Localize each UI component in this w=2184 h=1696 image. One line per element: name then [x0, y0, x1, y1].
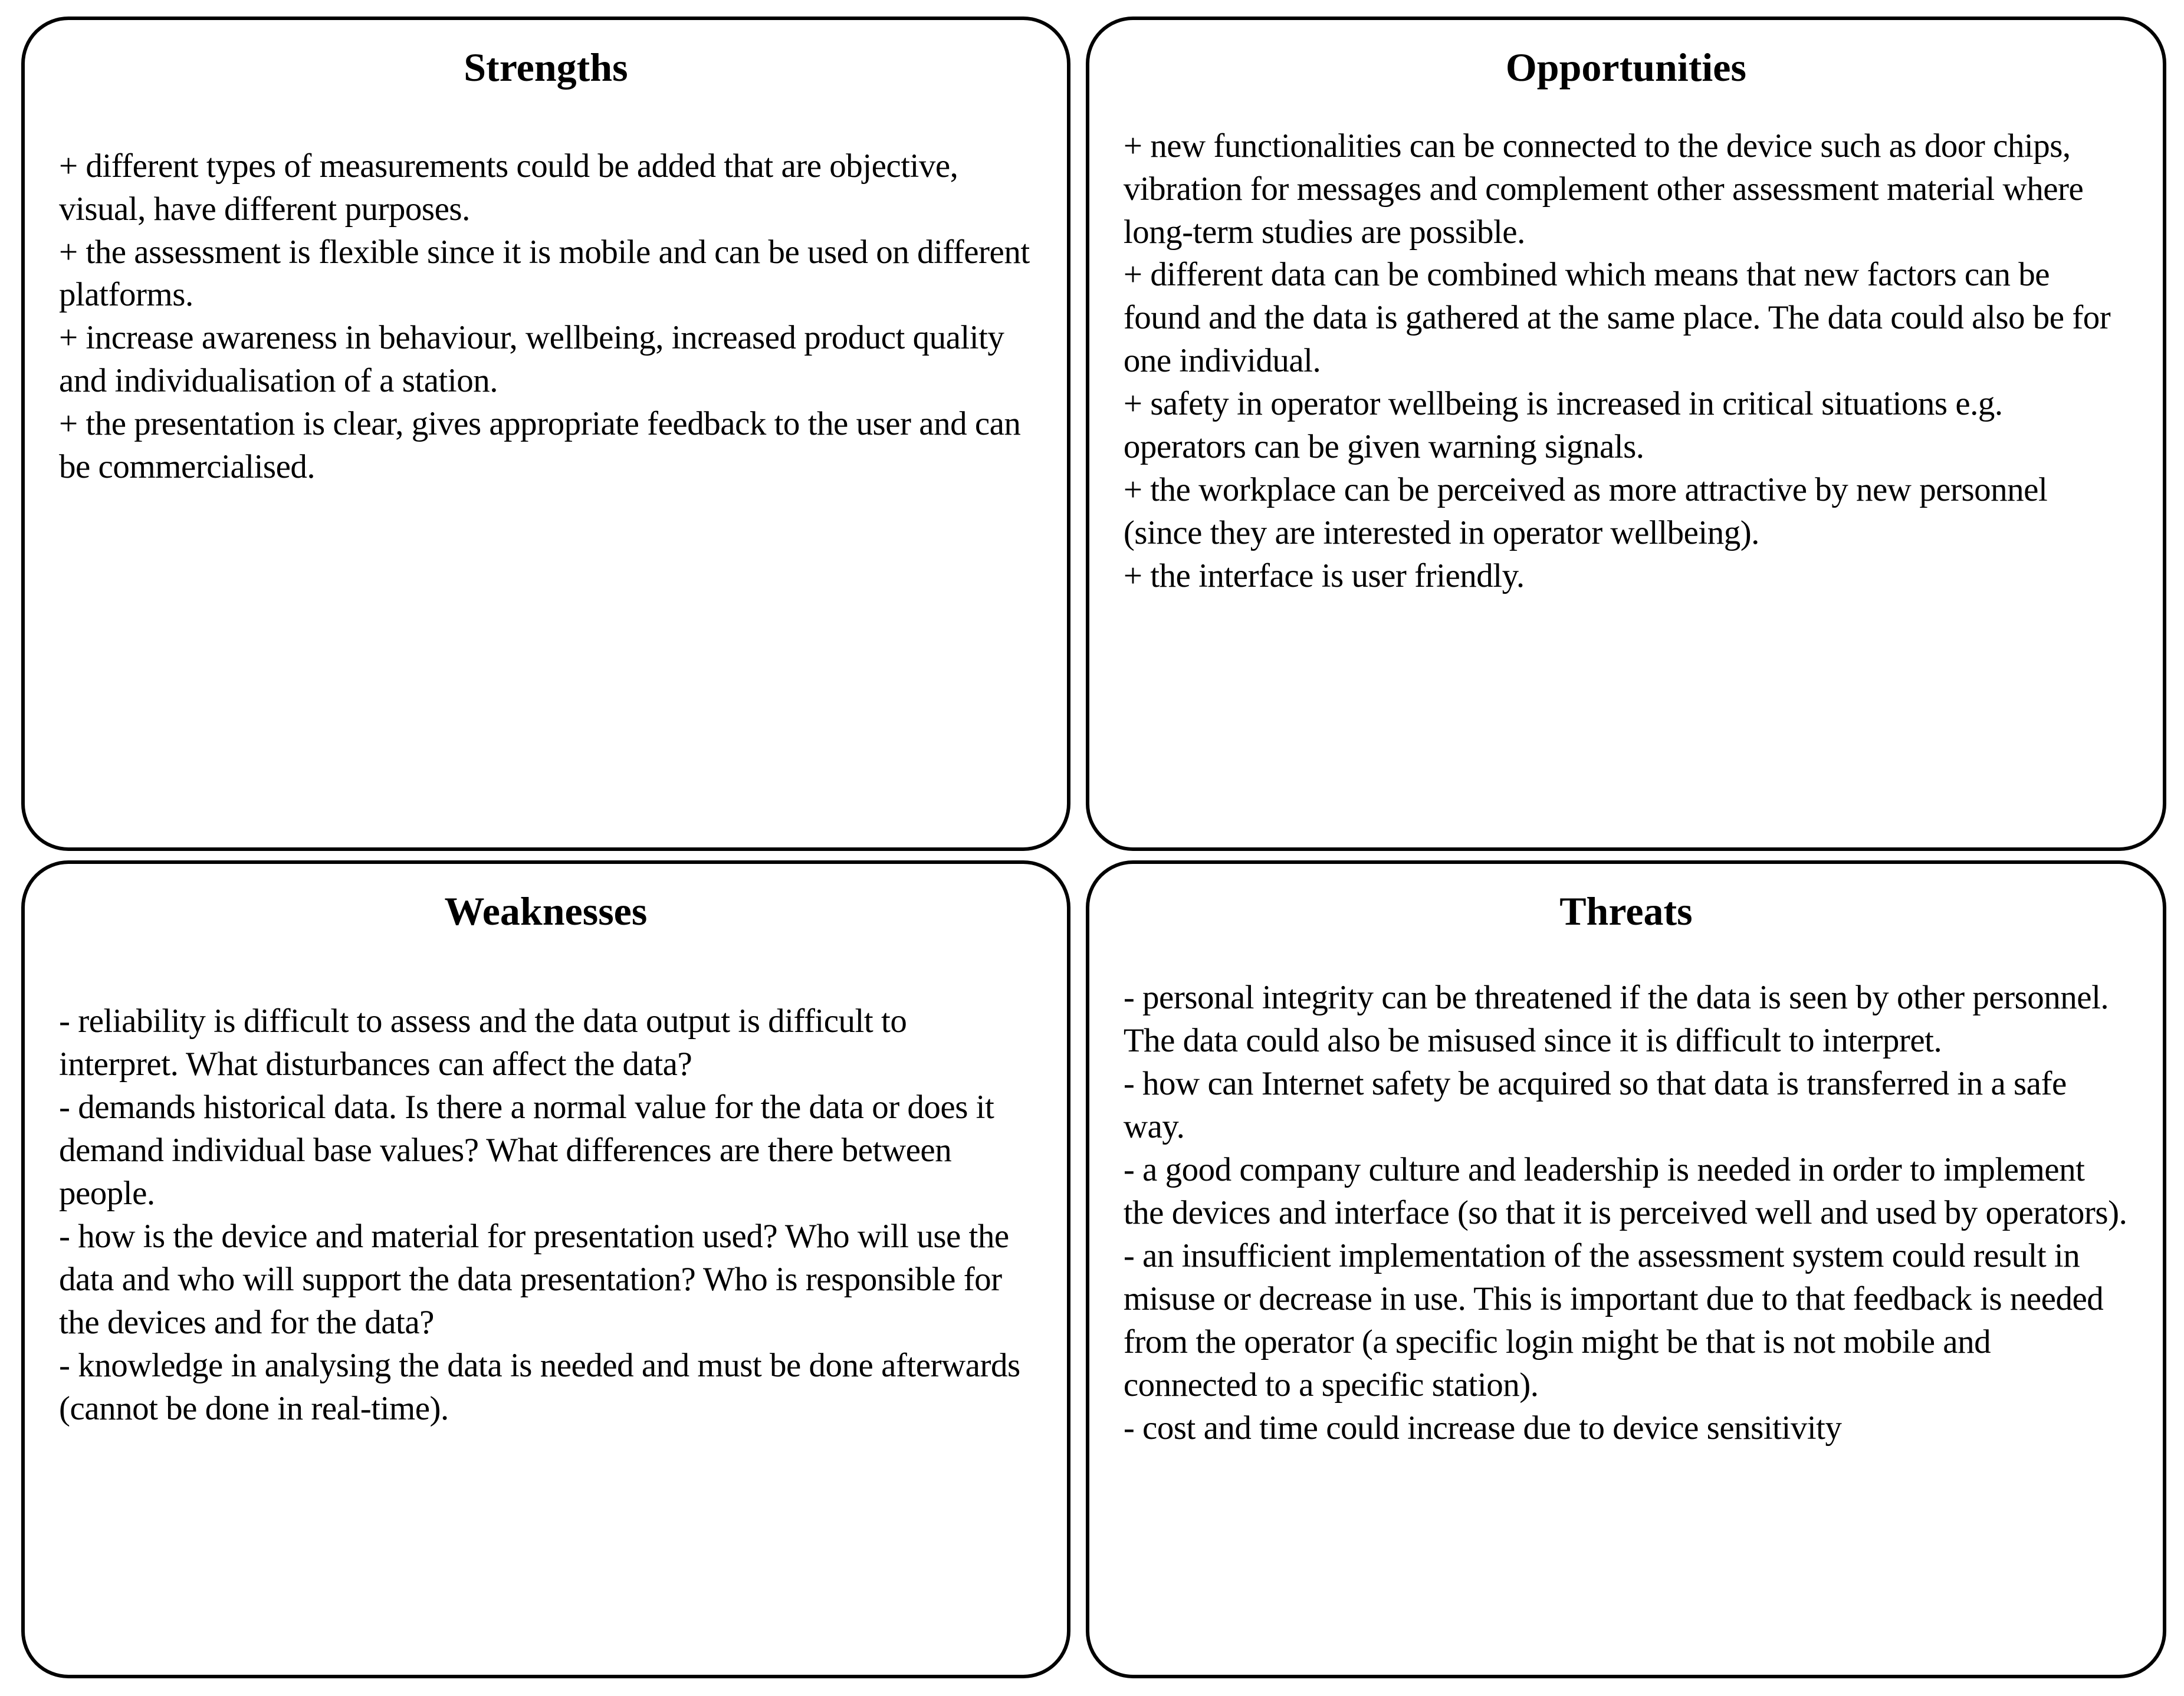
opportunities-title: Opportunities [1505, 45, 1746, 90]
opportunities-quadrant [1086, 17, 2166, 851]
strengths-item: + the presentation is clear, gives appropriate feedback to the user and can be commercialised. [59, 405, 1021, 486]
opportunities-item: + different data can be combined which means that new factors can be found and the data is gathered at the same place. The data could also be for one individual. [1123, 256, 2111, 380]
strengths-body [59, 145, 1033, 489]
strengths-item: + increase awareness in behaviour, wellbeing, increased product quality and individualisation of a station. [59, 319, 1004, 400]
threats-item: - cost and time could increase due to device sensitivity [1123, 1409, 1842, 1447]
strengths-title: Strengths [464, 45, 628, 90]
strengths-item: + the assessment is flexible since it is mobile and can be used on different platforms. [59, 233, 1030, 314]
threats-quadrant [1086, 860, 2166, 1678]
strengths-item: + different types of measurements could be added that are objective, visual, have different purposes. [59, 147, 958, 228]
weaknesses-item: - how is the device and material for presentation used? Who will use the data and who will support the data presentation? Who is responsible for the devices and for the data? [59, 1218, 1009, 1342]
weaknesses-quadrant [21, 860, 1070, 1678]
opportunities-item: + the interface is user friendly. [1123, 557, 1525, 595]
weaknesses-title: Weaknesses [444, 888, 648, 934]
threats-item: - a good company culture and leadership is needed in order to implement the devices and interface (so that it is perceived well and used by operators). [1123, 1151, 2127, 1232]
threats-item: - an insufficient implementation of the assessment system could result in misuse or decrease in use. This is important due to that feedback is needed from the operator (a specific login might be that is not mobile and connected to a specific station). [1123, 1237, 2104, 1404]
threats-title: Threats [1559, 888, 1693, 934]
strengths-quadrant [21, 17, 1070, 851]
opportunities-item: + safety in operator wellbeing is increased in critical situations e.g. operators can be given warning signals. [1123, 385, 2003, 466]
opportunities-item: + the workplace can be perceived as more attractive by new personnel (since they are interested in operator wellbeing). [1123, 471, 2048, 552]
threats-item: - how can Internet safety be acquired so that data is transferred in a safe way. [1123, 1065, 2067, 1146]
threats-body [1124, 977, 2129, 1450]
weaknesses-item: - knowledge in analysing the data is needed and must be done afterwards (cannot be done in real-time). [59, 1347, 1020, 1428]
opportunities-item: + new functionalities can be connected to the device such as door chips, vibration for messages and complement other assessment material where long-term studies are possible. [1123, 127, 2084, 251]
weaknesses-item: - demands historical data. Is there a normal value for the data or does it demand individual base values? What differences are there between people. [59, 1089, 994, 1212]
threats-item: - personal integrity can be threatened if the data is seen by other personnel. The data could also be misused since it is difficult to interpret. [1123, 979, 2109, 1060]
opportunities-body [1124, 125, 2129, 598]
weaknesses-body [59, 1000, 1033, 1431]
weaknesses-item: - reliability is difficult to assess and the data output is difficult to interpret. What disturbances can affect the data? [59, 1003, 907, 1083]
